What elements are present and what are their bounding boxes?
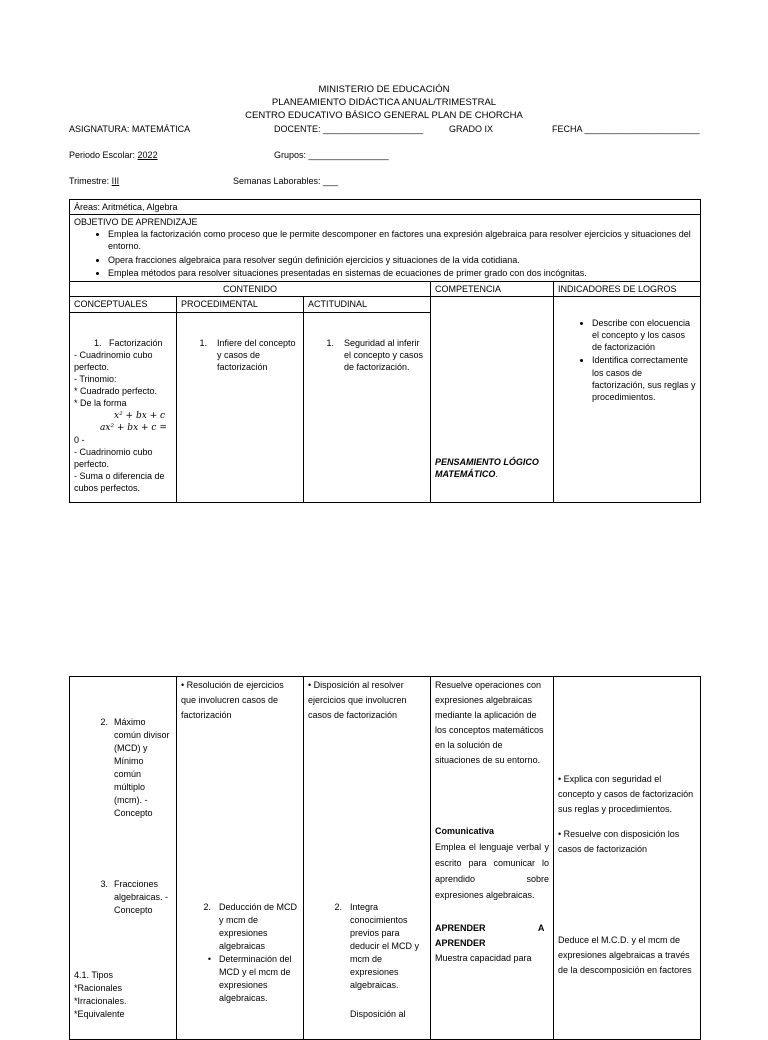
t2-actitudinal-top: • Disposición al resolver ejercicios que involucren casos de factorización	[308, 680, 407, 720]
conceptual-cell	[70, 312, 177, 502]
t2-indicadores-cell	[554, 677, 701, 1040]
t2-item-3: 3. Fracciones algebraicas. - Concepto	[100, 879, 169, 915]
competencia-header: COMPETENCIA	[431, 281, 554, 296]
school-title: CENTRO EDUCATIVO BÁSICO GENERAL PLAN DE CHORCHA	[245, 110, 523, 121]
aprender-text: Muestra capacidad para	[435, 953, 532, 963]
conceptuales-header: CONCEPTUALES	[70, 296, 177, 312]
tipos-line: *Racionales	[74, 983, 123, 993]
procedimental-cell	[177, 312, 304, 502]
objetivo-item: • Emplea métodos para resolver situaciones presentadas en sistemas de ecuaciones de primer grado con dos incógnitas.	[108, 267, 696, 279]
comunicativa-text: Emplea el lenguaje verbal y escrito para comunicar lo aprendido sobre expresiones algebraicas.	[435, 842, 549, 900]
t2-indicador-bottom: Deduce el M.C.D. y el mcm de expresiones algebraicas a través de la descomposición en factores	[558, 935, 692, 975]
tipos-line: 4.1. Tipos	[74, 970, 114, 980]
indicadores-cell	[554, 296, 701, 502]
conceptual-line: * De la forma	[74, 398, 127, 409]
trimestre: Trimestre: III	[69, 176, 120, 186]
objetivo-item: • Emplea la factorización como proceso que le permite descomponer en factores una expresión algebraica para resolver ejercicios y situaciones del entorno.	[108, 228, 696, 252]
planning-table-2	[69, 676, 701, 1040]
indicadores-header: INDICADORES DE LOGROS	[554, 281, 701, 296]
areas-cell: Áreas: Aritmética, Algebra	[70, 200, 701, 215]
indicador-item: • Identifica correctamente los casos de factorización, sus reglas y procedimientos.	[592, 354, 696, 403]
grado-label: GRADO IX	[449, 124, 494, 134]
t2-competencia-top: Resuelve operaciones con expresiones algebraicas mediante la aplicación de los conceptos matemáticos en la solución de situaciones de su entorno.	[435, 680, 544, 765]
objetivo-cell	[70, 215, 701, 282]
semanas-field: Semanas Laborables: ___	[233, 176, 339, 186]
comunicativa-label: Comunicativa	[435, 826, 495, 836]
indicador-item: • Describe con elocuencia el concepto y los casos de factorización	[592, 317, 696, 353]
t2-procedimental-item: • Determinación del MCD y el mcm de expresiones algebraicas.	[207, 954, 292, 1003]
t2-indicador-item: • Resuelve con disposición los casos de factorización	[558, 829, 680, 854]
conceptual-line: - Trinomio:	[74, 374, 117, 385]
t2-procedimental-item: 2. Deducción de MCD y mcm de expresiones algebraicas	[203, 902, 298, 951]
conceptual-line: * Cuadrado perfecto.	[74, 386, 158, 397]
conceptual-line: - Cuadrinomio cubo perfecto.	[74, 446, 153, 470]
conceptual-line: - Cuadrinomio cubo perfecto.	[74, 349, 153, 372]
docente-field: DOCENTE: ____________________	[274, 124, 424, 134]
conceptual-line: - Suma o diferencia de cubos perfectos.	[74, 471, 165, 494]
asignatura-label: ASIGNATURA: MATEMÁTICA	[69, 124, 191, 134]
fecha-field: FECHA _______________________	[552, 124, 700, 134]
objetivo-label: OBJETIVO DE APRENDIZAJE	[74, 217, 198, 228]
t2-procedimental-cell	[177, 677, 304, 1040]
procedimental-header: PROCEDIMENTAL	[177, 296, 304, 312]
competencia-value: PENSAMIENTO LÓGICO MATEMÁTICO	[435, 456, 539, 479]
t2-competencia-cell	[431, 677, 554, 1040]
aprender-label: APRENDER A APRENDER	[435, 923, 545, 948]
t2-conceptual-cell	[70, 677, 177, 1040]
contenido-header: CONTENIDO	[70, 281, 431, 296]
plan-title: PLANEAMIENTO DIDÁCTICA ANUAL/TRIMESTRAL	[271, 97, 497, 108]
t2-procedimental-top: • Resolución de ejercicios que involucren casos de factorización	[181, 680, 284, 720]
actitudinal-header: ACTITUDINAL	[304, 296, 431, 312]
grupos-field: Grupos: ________________	[274, 150, 389, 160]
t2-item-2: 2. Máximo común divisor (MCD) y Mínimo común múltiplo (mcm). - Concepto	[100, 717, 170, 818]
formula-2: ax² + bx + c =	[100, 422, 167, 433]
tipos-line: *Irracionales.	[74, 996, 127, 1006]
ministry-title: MINISTERIO DE EDUCACIÓN	[318, 84, 450, 95]
periodo-escolar: Periodo Escolar: 2022	[69, 150, 158, 160]
procedimental-item: 1. Infiere del concepto y casos de factorización	[199, 337, 296, 372]
t2-indicador-item: • Explica con seguridad el concepto y casos de factorización sus reglas y procedimientos.	[558, 774, 694, 814]
trimestre-value: III	[111, 176, 120, 186]
actitudinal-cell	[304, 312, 431, 502]
t2-actitudinal-item: 2. Integra conocimientos previos para deducir el MCD y mcm de expresiones algebraicas.	[334, 902, 420, 990]
objetivo-list	[74, 228, 696, 279]
planning-table-1	[69, 199, 701, 503]
conceptual-item: 1. Factorización	[94, 337, 163, 348]
t2-actitudinal-cut: Disposición al	[350, 1009, 406, 1019]
tipos-line: *Equivalente	[74, 1009, 125, 1019]
indicadores-list	[558, 317, 696, 403]
periodo-value: 2022	[137, 150, 158, 160]
actitudinal-item: 1. Seguridad al inferir el concepto y casos de factorización.	[326, 337, 424, 372]
t2-actitudinal-cell	[304, 677, 431, 1040]
competencia-cell: PENSAMIENTO LÓGICO MATEMÁTICO.	[431, 296, 554, 502]
conceptual-line: 0 -	[74, 434, 85, 445]
objetivo-item: • Opera fracciones algebraica para resolver según definición ejercicios y situaciones de la vida cotidiana.	[108, 254, 696, 266]
formula-1: x² + bx + c	[114, 410, 166, 421]
